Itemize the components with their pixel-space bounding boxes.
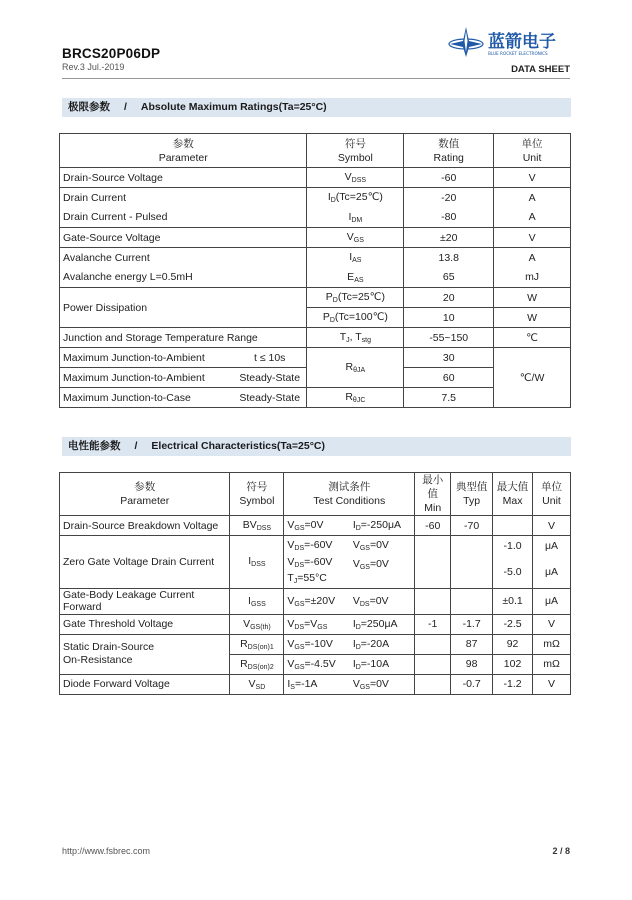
ec-bvdss-max [493,516,533,536]
ec-idss1-unit: μA [533,536,571,556]
amr-id-param: Drain Current [60,188,307,208]
amr-eas-rating: 65 [404,268,494,288]
ec-igss-symbol: $I_{GSS}$ [230,588,284,614]
amr-header-row [60,134,571,168]
ec-vsd-cond1: $I_S=-1A$ [284,674,350,694]
amr-row-vgs [60,228,571,248]
part-number: BRCS20P06DP [62,46,161,61]
amr-title-sep: / [124,101,127,113]
ec-header-typ: 典型值 Typ [451,473,493,516]
amr-rth3-rating: 7.5 [404,388,494,408]
amr-rth2-rating: 60 [404,368,494,388]
amr-rth1-param: Maximum Junction-to-Ambient [60,348,234,368]
ec-row-idss1 [60,536,571,556]
amr-section-title [62,98,571,117]
amr-rth2-param: Maximum Junction-to-Ambient [60,368,234,388]
ec-section-title [62,437,571,456]
amr-rth2-cond: Steady-State [233,368,307,388]
ec-rds1-max: 92 [493,634,533,654]
ec-rds2-cond1: $V_{GS}=-4.5V$ [284,654,350,674]
amr-tj-param: Junction and Storage Temperature Range [60,328,307,348]
ec-vsd-typ: -0.7 [451,674,493,694]
amr-row-pd1 [60,288,571,308]
amr-header-unit: 单位 Unit [494,134,571,168]
amr-eas-param: Avalanche energy L=0.5mH [60,268,307,288]
amr-pd2-symbol: $P_D(Tc=100℃)$ [307,308,404,328]
amr-row-vdss [60,168,571,188]
ec-vsd-cond2: $V_{GS}=0V$ [350,674,415,694]
ec-rds2-min [415,654,451,674]
amr-tj-rating: -55~150 [404,328,494,348]
amr-tj-symbol: $T_J$, $T_{stg}$ [307,328,404,348]
ec-bvdss-param: Drain-Source Breakdown Voltage [60,516,230,536]
ec-igss-unit: μA [533,588,571,614]
ec-row-vsd [60,674,571,694]
svg-text:BLUE ROCKET ELECTRONICS: BLUE ROCKET ELECTRONICS [488,51,548,56]
ec-bvdss-unit: V [533,516,571,536]
amr-ias-unit: A [494,248,571,268]
ec-rds2-typ: 98 [451,654,493,674]
amr-rth-jc-symbol: $R_{\theta JC}$ [307,388,404,408]
ec-title-sep: / [134,440,138,452]
amr-pd2-rating: 10 [404,308,494,328]
amr-title-cn: 极限参数 [68,101,110,113]
amr-vgs-unit: V [494,228,571,248]
ec-idss-symbol: $I_{DSS}$ [230,536,284,589]
amr-ias-symbol: $I_{AS}$ [307,248,404,268]
amr-row-idm [60,208,571,228]
amr-table [59,133,571,408]
amr-vdss-param: Drain-Source Voltage [60,168,307,188]
ec-idss1-min [415,536,451,556]
ec-header-row [60,473,571,516]
ec-rds1-symbol: $R_{DS(on)1}$ [230,634,284,654]
ec-vsd-param: Diode Forward Voltage [60,674,230,694]
ec-rds1-min [415,634,451,654]
amr-vgs-symbol: $V_{GS}$ [307,228,404,248]
ec-idss1-typ [451,536,493,556]
svg-text:蓝箭电子: 蓝箭电子 [488,32,556,52]
ec-rds2-symbol: $R_{DS(on)2}$ [230,654,284,674]
ec-vsd-max: -1.2 [493,674,533,694]
header-divider [62,78,570,79]
ec-idss2-cond1: $V_{DS}=-60V$ $T_J=55^\circ C$ [284,556,350,589]
ec-idss2-max: -5.0 [493,556,533,589]
amr-eas-unit: mJ [494,268,571,288]
amr-vdss-unit: V [494,168,571,188]
amr-row-tj [60,328,571,348]
ec-vth-max: -2.5 [493,614,533,634]
amr-idm-param: Drain Current - Pulsed [60,208,307,228]
amr-rth-ja-symbol: $R_{\theta JA}$ [307,348,404,388]
ec-idss2-unit: μA [533,556,571,589]
ec-idss1-cond2: $V_{GS}=0V$ [350,536,415,556]
ec-header-symbol: 符号 Symbol [230,473,284,516]
company-logo [448,26,570,56]
doc-type: DATA SHEET [511,64,570,75]
amr-header-symbol: 符号 Symbol [307,134,404,168]
amr-vdss-rating: -60 [404,168,494,188]
amr-header-parameter: 参数 Parameter [60,134,307,168]
ec-bvdss-typ: -70 [451,516,493,536]
ec-rds2-max: 102 [493,654,533,674]
ec-igss-cond1: $V_{GS}=\pm 20V$ [284,588,350,614]
amr-ias-rating: 13.8 [404,248,494,268]
ec-vth-typ: -1.7 [451,614,493,634]
ec-vsd-min [415,674,451,694]
amr-id-rating: -20 [404,188,494,208]
ec-bvdss-min: -60 [415,516,451,536]
amr-pd1-unit: W [494,288,571,308]
ec-rds1-cond2: $I_D=-20A$ [350,634,415,654]
ec-row-vth [60,614,571,634]
amr-vgs-param: Gate-Source Voltage [60,228,307,248]
ec-igss-typ [451,588,493,614]
amr-rth3-param: Maximum Junction-to-Case [60,388,234,408]
ec-rds-param: Static Drain-Source On-Resistance [60,634,230,674]
ec-bvdss-cond2: $I_D=-250\mu A$ [350,516,415,536]
ec-title-cn: 电性能参数 [68,440,121,452]
amr-pd2-unit: W [494,308,571,328]
ec-idss1-cond1: $V_{DS}=-60V$ [284,536,350,556]
ec-igss-param: Gate-Body Leakage Current Forward [60,588,230,614]
ec-vsd-symbol: $V_{SD}$ [230,674,284,694]
amr-rth3-cond: Steady-State [233,388,307,408]
ec-rds1-unit: mΩ [533,634,571,654]
ec-rds1-cond1: $V_{GS}=-10V$ [284,634,350,654]
amr-id-unit: A [494,188,571,208]
amr-vgs-rating: ±20 [404,228,494,248]
amr-row-id [60,188,571,208]
ec-idss2-min [415,556,451,589]
ec-igss-min [415,588,451,614]
amr-eas-symbol: $E_{AS}$ [307,268,404,288]
header-left [62,46,160,72]
ec-header-parameter: 参数 Parameter [60,473,230,516]
ec-title-en: Electrical Characteristics(Ta=25°C) [151,440,325,452]
ec-bvdss-symbol: $BV_{DSS}$ [230,516,284,536]
ec-rds2-cond2: $I_D=-10A$ [350,654,415,674]
amr-rth1-cond: t ≤ 10s [233,348,307,368]
ec-idss2-cond2: $V_{GS}=0V$ [350,556,415,589]
ec-igss-cond2: $V_{DS}=0V$ [350,588,415,614]
amr-ias-param: Avalanche Current [60,248,307,268]
amr-row-ias [60,248,571,268]
ec-row-rds1 [60,634,571,654]
amr-idm-symbol: $I_{DM}$ [307,208,404,228]
ec-table [59,472,571,695]
logo-star-icon [449,27,483,57]
amr-tj-unit: ℃ [494,328,571,348]
ec-row-igss [60,588,571,614]
amr-pd1-rating: 20 [404,288,494,308]
ec-rds2-unit: mΩ [533,654,571,674]
amr-title-en: Absolute Maximum Ratings(Ta=25°C) [140,101,327,113]
ec-header-conditions: 测试条件 Test Conditions [284,473,415,516]
amr-rth-unit: ℃/W [494,348,571,408]
revision: Rev.3 Jul.-2019 [62,62,125,72]
ec-vth-param: Gate Threshold Voltage [60,614,230,634]
ec-vth-min: -1 [415,614,451,634]
amr-row-eas [60,268,571,288]
page-number: 2 / 8 [552,846,570,856]
amr-row-rth1 [60,348,571,368]
header-right [440,26,570,76]
ec-vth-cond2: $I_D=250\mu A$ [350,614,415,634]
amr-idm-unit: A [494,208,571,228]
ec-idss-param: Zero Gate Voltage Drain Current [60,536,230,589]
amr-pd1-symbol: $P_D(Tc=25℃)$ [307,288,404,308]
amr-pd-param: Power Dissipation [60,288,307,328]
ec-header-max: 最大值 Max [493,473,533,516]
amr-header-rating: 数值 Rating [404,134,494,168]
ec-vsd-unit: V [533,674,571,694]
ec-vth-unit: V [533,614,571,634]
amr-vdss-symbol: $V_{DSS}$ [307,168,404,188]
ec-rds1-typ: 87 [451,634,493,654]
ec-vth-symbol: $V_{GS(th)}$ [230,614,284,634]
footer-url[interactable]: http://www.fsbrec.com [62,846,151,856]
ec-bvdss-cond1: $V_{GS}=0V$ [284,516,350,536]
ec-idss2-typ [451,556,493,589]
amr-rth1-rating: 30 [404,348,494,368]
ec-row-bvdss [60,516,571,536]
amr-id-symbol: $I_D(Tc=25℃)$ [307,188,404,208]
ec-header-unit: 单位 Unit [533,473,571,516]
ec-igss-max: ±0.1 [493,588,533,614]
ec-idss1-max: -1.0 [493,536,533,556]
ec-vth-cond1: $V_{DS}=V_{GS}$ [284,614,350,634]
ec-header-min: 最小值 Min [415,473,451,516]
amr-idm-rating: -80 [404,208,494,228]
